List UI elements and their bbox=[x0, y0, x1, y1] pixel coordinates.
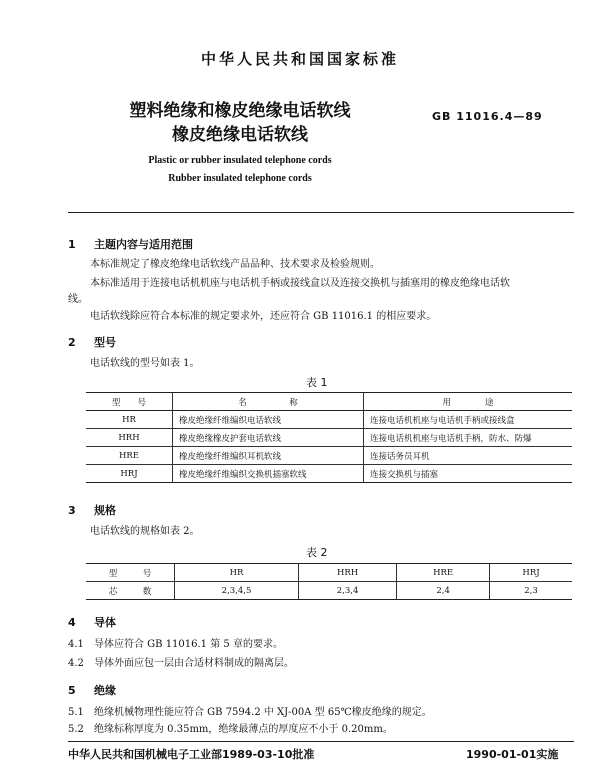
table-cell: 橡皮绝缘纤维编织电话软线 bbox=[173, 411, 364, 429]
section-1-para-3: 电话软线除应符合本标准的规定要求外，还应符合 GB 11016.1 的相应要求。 bbox=[90, 311, 437, 322]
table-cell: 橡皮绝缘纤维编织交换机插塞软线 bbox=[173, 465, 364, 483]
section-1-para-1: 本标准规定了橡皮绝缘电话软线产品品种、技术要求及检验规则。 bbox=[90, 259, 380, 270]
table-cell: 连接电话机机座与电话机手柄或接线盒 bbox=[364, 411, 573, 429]
section-3-heading: 3 规格 bbox=[68, 504, 116, 517]
section-2-heading: 2 型号 bbox=[68, 336, 116, 349]
table-cell: HRH bbox=[86, 429, 173, 447]
table-row bbox=[86, 429, 572, 447]
table-row bbox=[86, 447, 572, 465]
table-cell: HR bbox=[86, 411, 173, 429]
clause-4-2: 4.2 导体外面应包一层由合适材料制成的隔离层。 bbox=[68, 658, 294, 669]
header-divider bbox=[68, 212, 574, 213]
section-3-para-1: 电话软线的规格如表 2。 bbox=[90, 526, 200, 537]
table-cell: 连接电话机机座与电话机手柄，防水、防爆 bbox=[364, 429, 573, 447]
table-1-header-use: 用 途 bbox=[364, 393, 573, 411]
english-title-2: Rubber insulated telephone cords bbox=[168, 173, 312, 184]
table-2 bbox=[86, 563, 572, 600]
table-row bbox=[86, 582, 572, 600]
standard-number: GB 11016.4—89 bbox=[432, 110, 543, 123]
table-1 bbox=[86, 392, 572, 483]
table-cell: 橡皮绝缘橡皮护套电话软线 bbox=[173, 429, 364, 447]
effective-date: 1990-01-01实施 bbox=[466, 748, 559, 761]
section-2-para-1: 电话软线的型号如表 1。 bbox=[90, 358, 200, 369]
table-cell: 2,3,4 bbox=[299, 582, 397, 600]
table-2-type-label: 型 号 bbox=[86, 564, 175, 582]
section-1-para-2-cont: 线。 bbox=[68, 294, 88, 305]
title-line-2: 橡皮绝缘电话软线 bbox=[172, 125, 308, 145]
section-1-para-2: 本标准适用于连接电话机机座与电话机手柄或接线盒以及连接交换机与插塞用的橡皮绝缘电话软 bbox=[90, 278, 510, 289]
table-cell: 2,4 bbox=[397, 582, 490, 600]
title-line-1: 塑料绝缘和橡皮绝缘电话软线 bbox=[129, 101, 351, 121]
clause-5-2: 5.2 绝缘标称厚度为 0.35mm，绝缘最薄点的厚度应不小于 0.20mm。 bbox=[68, 724, 393, 735]
table-cell: HRJ bbox=[490, 564, 572, 582]
table-2-core-label: 芯 数 bbox=[86, 582, 175, 600]
table-row bbox=[86, 465, 572, 483]
english-title-1: Plastic or rubber insulated telephone cords bbox=[148, 155, 332, 166]
table-cell: HRJ bbox=[86, 465, 173, 483]
table-cell: HR bbox=[175, 564, 299, 582]
table-2-caption: 表 2 bbox=[306, 546, 328, 559]
table-cell: HRE bbox=[86, 447, 173, 465]
table-cell: HRE bbox=[397, 564, 490, 582]
standard-header: 中华人民共和国国家标准 bbox=[200, 50, 399, 68]
table-cell: 橡皮绝缘纤维编织耳机软线 bbox=[173, 447, 364, 465]
table-row bbox=[86, 411, 572, 429]
table-1-header-row bbox=[86, 393, 572, 411]
clause-5-1: 5.1 绝缘机械物理性能应符合 GB 7594.2 中 XJ-00A 型 65℃橡皮绝缘的规定。 bbox=[68, 707, 432, 718]
clause-4-1: 4.1 导体应符合 GB 11016.1 第 5 章的要求。 bbox=[68, 639, 283, 650]
section-1-heading: 1 主题内容与适用范围 bbox=[68, 238, 193, 251]
table-cell: 2,3,4,5 bbox=[175, 582, 299, 600]
table-cell: 连接交换机与插塞 bbox=[364, 465, 573, 483]
footer-divider bbox=[68, 741, 574, 742]
table-cell: 2,3 bbox=[490, 582, 572, 600]
section-5-heading: 5 绝缘 bbox=[68, 684, 116, 697]
table-1-caption: 表 1 bbox=[306, 376, 328, 389]
approval-statement: 中华人民共和国机械电子工业部1989-03-10批准 bbox=[68, 748, 315, 761]
table-1-header-type: 型 号 bbox=[86, 393, 173, 411]
table-cell: 连接话务员耳机 bbox=[364, 447, 573, 465]
table-1-header-name: 名 称 bbox=[173, 393, 364, 411]
table-row bbox=[86, 564, 572, 582]
section-4-heading: 4 导体 bbox=[68, 616, 116, 629]
table-cell: HRH bbox=[299, 564, 397, 582]
